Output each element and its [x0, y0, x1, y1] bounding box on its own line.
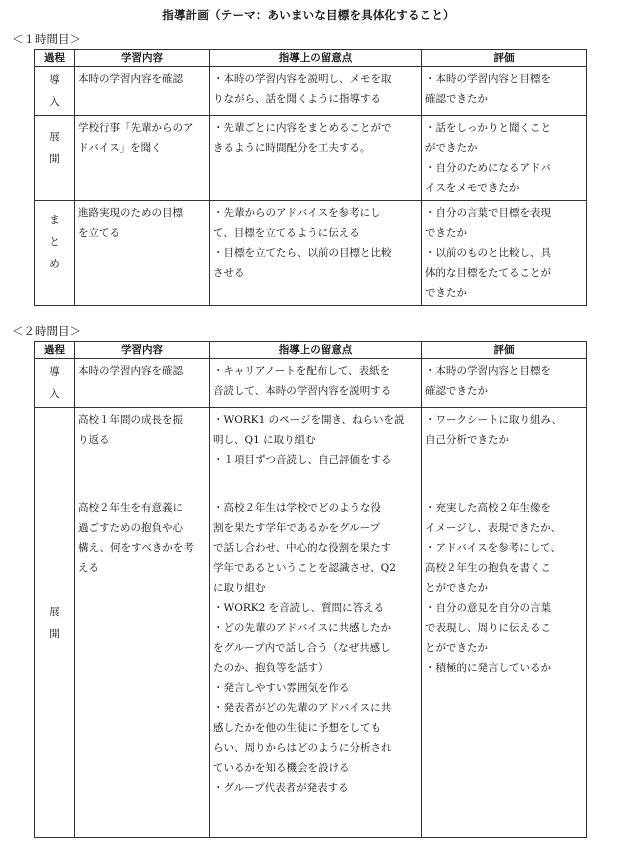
evaluation-line: ・自分の意見を自分の言葉	[425, 602, 551, 614]
evaluation-line: できたか	[425, 287, 467, 299]
evaluation-cell	[422, 408, 587, 838]
points-line: ・発表者がどの先輩のアドバイスに共	[213, 702, 392, 714]
content-line: り返る	[78, 434, 110, 446]
points-line: ・高校２年生は学校でどのような役	[213, 502, 381, 514]
evaluation-cell	[422, 67, 587, 116]
points-line: ・先輩ごとに内容をまとめることがで	[213, 122, 392, 134]
evaluation-line: できたか	[425, 227, 467, 239]
points-spacer	[213, 470, 418, 498]
table-row	[35, 116, 587, 201]
content-line: 本時の学習内容を確認	[78, 365, 183, 377]
session1-heading: ＜１時間目＞	[12, 32, 81, 46]
evaluation-line: ・ワークシートに取り組み、	[425, 414, 563, 426]
stage-char: 展	[49, 131, 60, 143]
header-points: 指導上の留意点	[210, 342, 422, 359]
evaluation-line: ・自分の言葉で目標を表現	[425, 207, 551, 219]
stage-cell	[35, 359, 75, 408]
points-cell	[210, 201, 422, 306]
page-title: 指導計画（テーマ：あいまいな目標を具体化すること）	[162, 8, 455, 22]
points-line: 音読して、本時の学習内容を説明する	[213, 385, 392, 397]
points-line: させる	[213, 267, 245, 279]
points-line: きるように時間配分を工夫する。	[213, 142, 371, 154]
evaluation-line: ・本時の学習内容と目標を	[425, 365, 551, 377]
points-line: 学年であるということを認識させ、Q2	[213, 562, 396, 574]
content-line: 本時の学習内容を確認	[78, 73, 183, 85]
points-line: ・WORK1 のページを開き、ねらいを説	[213, 414, 405, 426]
points-line: らい、周りからはどのように分析され	[213, 742, 392, 754]
stage-char: と	[49, 236, 60, 248]
header-stage: 過程	[35, 342, 75, 359]
header-stage: 過程	[35, 50, 75, 67]
points-line: ・どの先輩のアドバイスに共感したか	[213, 622, 392, 634]
content-spacer	[78, 450, 206, 470]
points-cell	[210, 408, 422, 838]
points-line: ・発言しやすい雰囲気を作る	[213, 682, 350, 694]
points-line: に取り組む	[213, 582, 266, 594]
points-line: ・キャリアノートを配布して、表紙を	[213, 365, 391, 377]
content-spacer	[78, 470, 206, 490]
stage-char: ま	[49, 214, 60, 226]
content-cell	[75, 359, 210, 408]
points-line: ・１項目ずつ音読し、自己評価をする	[213, 454, 392, 466]
content-line: 過ごすための抱負や心	[78, 522, 183, 534]
points-line: ・グループ代表者が発表する	[213, 782, 349, 794]
evaluation-line: 自己分析できたか	[425, 434, 509, 446]
stage-char: 導	[49, 366, 60, 378]
content-line: ドバイス」を聞く	[78, 142, 162, 154]
evaluation-line: とができたか	[425, 582, 488, 594]
session2-heading: ＜２時間目＞	[12, 324, 81, 338]
session1-table	[34, 49, 587, 306]
evaluation-line: ・積極的に発言しているか	[425, 662, 551, 674]
content-line: 構え、何をすべきかを考	[78, 542, 194, 554]
evaluation-line: ・以前のものと比較し、具	[425, 247, 551, 259]
points-line: ているかを知る機会を設ける	[213, 762, 350, 774]
evaluation-line: ・話をしっかりと聞くこと	[425, 122, 551, 134]
session2-table	[34, 341, 587, 838]
evaluation-spacer	[425, 470, 583, 498]
content-line: 学校行事「先輩からのア	[78, 122, 194, 134]
stage-cell	[35, 201, 75, 306]
evaluation-cell	[422, 359, 587, 408]
stage-char: 開	[49, 153, 60, 165]
header-points: 指導上の留意点	[210, 50, 422, 67]
table-row	[35, 359, 587, 408]
stage-cell	[35, 408, 75, 838]
evaluation-line: イメージし、表現できたか、	[425, 522, 562, 534]
points-cell	[210, 67, 422, 116]
evaluation-line: ・充実した高校２年生像を	[425, 502, 551, 514]
evaluation-cell	[422, 116, 587, 201]
content-line: 高校２年生を有意義に	[78, 502, 183, 514]
stage-cell	[35, 67, 75, 116]
stage-char: 開	[49, 627, 60, 640]
points-line: ・本時の学習内容を説明し、メモを取	[213, 73, 392, 85]
evaluation-line: とができたか	[425, 642, 488, 654]
stage-cell	[35, 116, 75, 201]
table-row	[35, 201, 587, 306]
points-cell	[210, 359, 422, 408]
points-line: りながら、話を聞くように指導する	[213, 93, 381, 105]
points-line: て、目標を立てるように伝える	[213, 227, 360, 239]
content-line: 高校１年間の成長を振	[78, 414, 183, 426]
header-content: 学習内容	[75, 342, 210, 359]
evaluation-line: 確認できたか	[425, 385, 488, 397]
table-header-row	[35, 50, 587, 67]
header-evaluation: 評価	[422, 342, 587, 359]
header-evaluation: 評価	[422, 50, 587, 67]
evaluation-line: 高校２年生の抱負を書くこ	[425, 562, 551, 574]
points-line: 割を果たす学年であるかをグループ	[213, 522, 381, 534]
evaluation-line: ・自分のためになるアドバ	[425, 162, 551, 174]
points-line: で話し合わせ、中心的な役割を果たす	[213, 542, 392, 554]
stage-char: 入	[49, 388, 60, 400]
content-cell	[75, 408, 210, 838]
content-line: を立てる	[78, 227, 120, 239]
evaluation-spacer	[425, 450, 583, 470]
table-row	[35, 67, 587, 116]
stage-char: 入	[49, 96, 60, 108]
evaluation-line: ができたか	[425, 142, 478, 154]
points-line: 明し、Q1 に取り組む	[213, 434, 316, 446]
content-spacer	[78, 490, 206, 498]
evaluation-line: 体的な目標をたてることが	[425, 267, 551, 279]
content-cell	[75, 116, 210, 201]
points-line: をグループ内で話し合う（なぜ共感し	[213, 642, 391, 654]
points-line: たのか、抱負等を話す）	[213, 662, 329, 674]
points-line: ・目標を立てたら、以前の目標と比較	[213, 247, 392, 259]
stage-char: 導	[49, 74, 60, 86]
points-line: 感したかを他の生徒に予想をしても	[213, 722, 381, 734]
stage-char: 展	[49, 605, 60, 618]
stage-char: め	[49, 258, 60, 270]
evaluation-cell	[422, 201, 587, 306]
table-row	[35, 408, 587, 838]
content-line: える	[78, 562, 99, 574]
content-line: 進路実現のための目標	[78, 207, 183, 219]
content-cell	[75, 201, 210, 306]
header-content: 学習内容	[75, 50, 210, 67]
evaluation-line: ・本時の学習内容と目標を	[425, 73, 551, 85]
evaluation-line: ・アドバイスを参考にして、	[425, 542, 561, 554]
table-header-row	[35, 342, 587, 359]
evaluation-line: イスをメモできたか	[425, 182, 520, 194]
evaluation-line: 確認できたか	[425, 93, 488, 105]
points-cell	[210, 116, 422, 201]
evaluation-line: で表現し、周りに伝えるこ	[425, 622, 551, 634]
points-line: ・WORK2 を音読し、質問に答える	[213, 602, 385, 614]
content-cell	[75, 67, 210, 116]
points-line: ・先輩からのアドバイスを参考にし	[213, 207, 381, 219]
